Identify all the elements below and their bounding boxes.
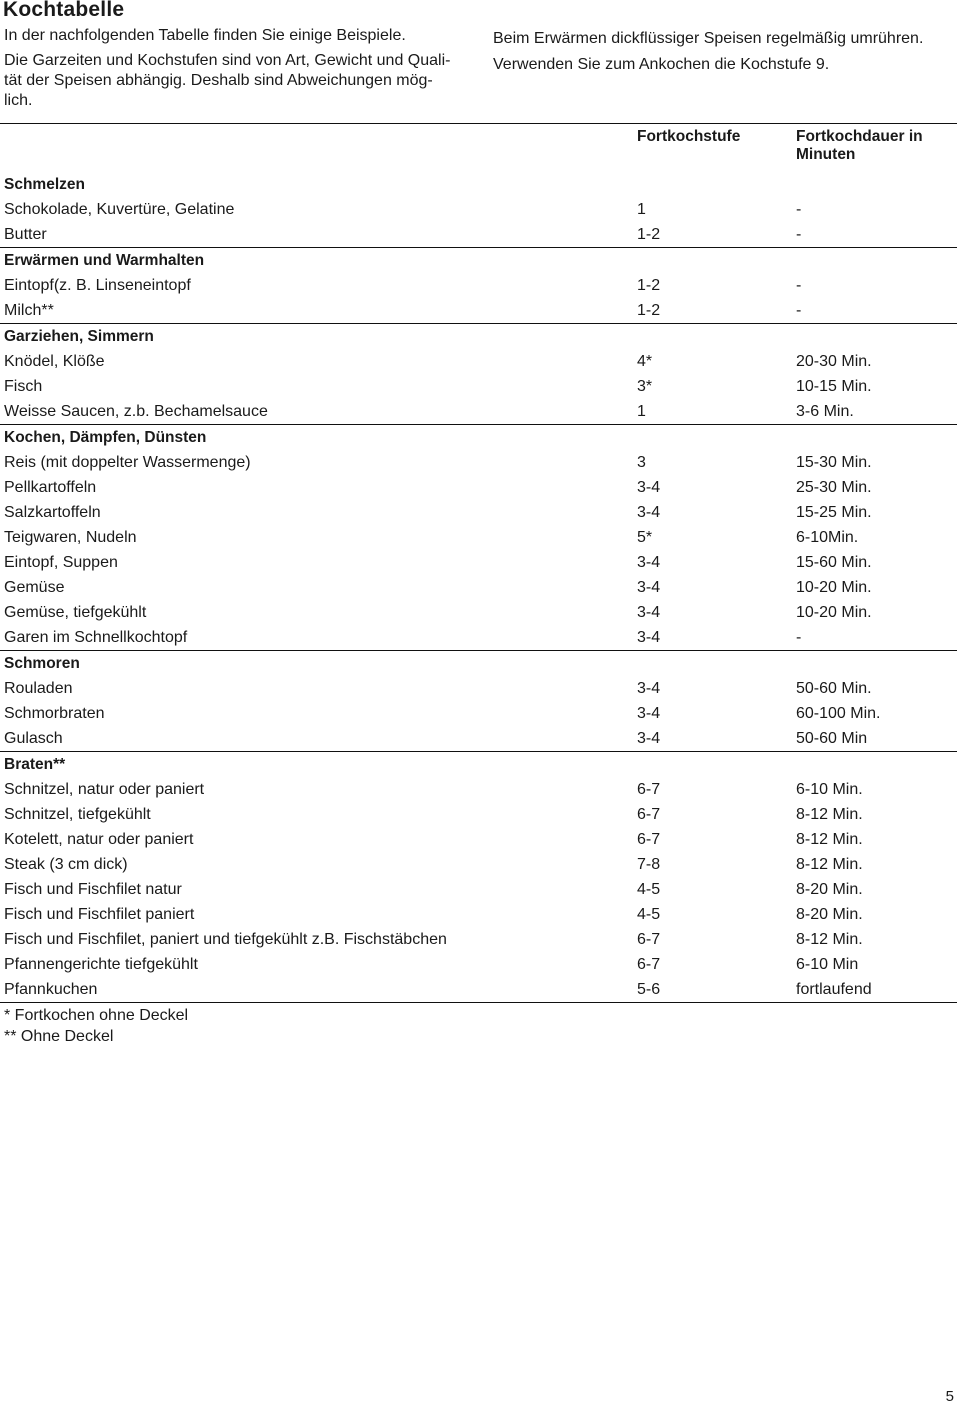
- table-row: [0, 777, 957, 802]
- group-header-row: [0, 751, 957, 777]
- food-cell: Garen im Schnellkochtopf: [4, 629, 188, 646]
- level-cell: 3-4: [637, 604, 661, 621]
- duration-cell: -: [796, 201, 802, 218]
- duration-cell: 20-30 Min.: [796, 353, 872, 370]
- duration-cell: -: [796, 226, 802, 243]
- level-cell: 6-7: [637, 931, 661, 948]
- food-cell: Fisch und Fischfilet natur: [4, 881, 182, 898]
- table-row: [0, 852, 957, 877]
- food-cell: Schnitzel, natur oder paniert: [4, 781, 205, 798]
- group-title: Erwärmen und Warmhalten: [4, 252, 205, 269]
- food-cell: Schnitzel, tiefgekühlt: [4, 806, 151, 823]
- level-cell: 3-4: [637, 554, 661, 571]
- group-header-row: [0, 247, 957, 273]
- duration-cell: 10-20 Min.: [796, 604, 872, 621]
- duration-cell: 8-12 Min.: [796, 831, 863, 848]
- food-cell: Schokolade, Kuvertüre, Gelatine: [4, 201, 235, 218]
- footnote: ** Ohne Deckel: [4, 1028, 114, 1045]
- level-cell: 3: [637, 454, 646, 471]
- table-row: [0, 349, 957, 374]
- table-row: [0, 475, 957, 500]
- food-cell: Milch**: [4, 302, 54, 319]
- header-duration: Fortkochdauer in Minuten: [796, 128, 923, 163]
- table-row: [0, 273, 957, 298]
- food-cell: Fisch und Fischfilet paniert: [4, 906, 195, 923]
- level-cell: 3*: [637, 378, 653, 395]
- level-cell: 1: [637, 201, 646, 218]
- food-cell: Pfannengerichte tiefgekühlt: [4, 956, 198, 973]
- level-cell: 3-4: [637, 579, 661, 596]
- food-cell: Gulasch: [4, 730, 63, 747]
- group-header-row: [0, 424, 957, 450]
- level-cell: 1-2: [637, 226, 661, 243]
- duration-cell: 8-12 Min.: [796, 931, 863, 948]
- intro-left-text: [4, 26, 464, 111]
- table-row: [0, 197, 957, 222]
- food-cell: Pellkartoffeln: [4, 479, 97, 496]
- duration-cell: 6-10 Min: [796, 956, 859, 973]
- table-row: [0, 374, 957, 399]
- level-cell: 6-7: [637, 956, 661, 973]
- group-header-row: [0, 650, 957, 676]
- intro-right-text: [493, 26, 953, 78]
- duration-cell: 3-6 Min.: [796, 403, 854, 420]
- group-header-row: [0, 172, 957, 197]
- page-title: Kochtabelle: [3, 0, 125, 21]
- table-row: [0, 927, 957, 952]
- level-cell: 1: [637, 403, 646, 420]
- food-cell: Kotelett, natur oder paniert: [4, 831, 194, 848]
- level-cell: 6-7: [637, 781, 661, 798]
- level-cell: 4-5: [637, 906, 661, 923]
- level-cell: 6-7: [637, 806, 661, 823]
- level-cell: 3-4: [637, 504, 661, 521]
- table-row: [0, 726, 957, 751]
- table-row: [0, 525, 957, 550]
- level-cell: 6-7: [637, 831, 661, 848]
- group-title: Braten**: [4, 756, 66, 773]
- duration-cell: -: [796, 302, 802, 319]
- intro-line: Beim Erwärmen dickflüssiger Speisen regelmäßig umrühren.: [493, 30, 924, 47]
- food-cell: Steak (3 cm dick): [4, 856, 128, 873]
- food-cell: Schmorbraten: [4, 705, 105, 722]
- page-number: 5: [945, 1388, 954, 1405]
- group-title: Schmelzen: [4, 176, 85, 193]
- table-row: [0, 575, 957, 600]
- duration-cell: 10-15 Min.: [796, 378, 872, 395]
- duration-cell: 8-20 Min.: [796, 906, 863, 923]
- intro-line: Verwenden Sie zum Ankochen die Kochstufe 9.: [493, 56, 830, 73]
- intro-line: In der nachfolgenden Tabelle finden Sie einige Beispiele.: [4, 27, 406, 44]
- food-cell: Fisch: [4, 378, 43, 395]
- duration-cell: 10-20 Min.: [796, 579, 872, 596]
- duration-cell: 60-100 Min.: [796, 705, 881, 722]
- duration-cell: 15-60 Min.: [796, 554, 872, 571]
- table-row: [0, 977, 957, 1002]
- table-row: [0, 676, 957, 701]
- table-row: [0, 952, 957, 977]
- level-cell: 1-2: [637, 277, 661, 294]
- duration-cell: 6-10 Min.: [796, 781, 863, 798]
- table-row: [0, 877, 957, 902]
- intro-line: lich.: [4, 92, 33, 109]
- table-row: [0, 500, 957, 525]
- duration-cell: 50-60 Min.: [796, 680, 872, 697]
- duration-cell: 25-30 Min.: [796, 479, 872, 496]
- level-cell: 3-4: [637, 479, 661, 496]
- level-cell: 3-4: [637, 680, 661, 697]
- food-cell: Pfannkuchen: [4, 981, 98, 998]
- level-cell: 3-4: [637, 730, 661, 747]
- table-row: [0, 802, 957, 827]
- food-cell: Rouladen: [4, 680, 73, 697]
- table-row: [0, 298, 957, 323]
- table-row: [0, 222, 957, 247]
- footnotes: [4, 1003, 188, 1047]
- intro-line: Die Garzeiten und Kochstufen sind von Art, Gewicht und Quali-: [4, 52, 451, 69]
- table-row: [0, 827, 957, 852]
- food-cell: Butter: [4, 226, 47, 243]
- header-level: Fortkochstufe: [637, 128, 741, 145]
- duration-cell: -: [796, 629, 802, 646]
- table-row: [0, 450, 957, 475]
- level-cell: 7-8: [637, 856, 661, 873]
- table-row: [0, 701, 957, 726]
- duration-cell: 50-60 Min: [796, 730, 868, 747]
- food-cell: Weisse Saucen, z.b. Bechamelsauce: [4, 403, 268, 420]
- duration-cell: fortlaufend: [796, 981, 872, 998]
- group-title: Schmoren: [4, 655, 80, 672]
- group-header-row: [0, 323, 957, 349]
- food-cell: Gemüse: [4, 579, 65, 596]
- table-header: [0, 124, 957, 172]
- food-cell: Salzkartoffeln: [4, 504, 101, 521]
- food-cell: Gemüse, tiefgekühlt: [4, 604, 147, 621]
- food-cell: Knödel, Klöße: [4, 353, 105, 370]
- table-row: [0, 399, 957, 424]
- table-row: [0, 625, 957, 650]
- level-cell: 3-4: [637, 705, 661, 722]
- food-cell: Fisch und Fischfilet, paniert und tiefgekühlt z.B. Fischstäbchen: [4, 931, 447, 948]
- food-cell: Teigwaren, Nudeln: [4, 529, 137, 546]
- table-row: [0, 550, 957, 575]
- table-body: [0, 172, 957, 1002]
- cooking-table: [0, 123, 957, 1045]
- food-cell: Reis (mit doppelter Wassermenge): [4, 454, 251, 471]
- footnote: * Fortkochen ohne Deckel: [4, 1007, 189, 1024]
- table-row: [0, 902, 957, 927]
- level-cell: 3-4: [637, 629, 661, 646]
- duration-cell: 8-20 Min.: [796, 881, 863, 898]
- intro-line: tät der Speisen abhängig. Deshalb sind Abweichungen mög-: [4, 72, 433, 89]
- duration-cell: -: [796, 277, 802, 294]
- duration-cell: 15-30 Min.: [796, 454, 872, 471]
- level-cell: 4-5: [637, 881, 661, 898]
- group-title: Garziehen, Simmern: [4, 328, 154, 345]
- food-cell: Eintopf(z. B. Linseneintopf: [4, 277, 191, 294]
- duration-cell: 15-25 Min.: [796, 504, 872, 521]
- level-cell: 5-6: [637, 981, 661, 998]
- duration-cell: 6-10Min.: [796, 529, 859, 546]
- food-cell: Eintopf, Suppen: [4, 554, 118, 571]
- table-row: [0, 600, 957, 625]
- duration-cell: 8-12 Min.: [796, 806, 863, 823]
- level-cell: 1-2: [637, 302, 661, 319]
- group-title: Kochen, Dämpfen, Dünsten: [4, 429, 207, 446]
- level-cell: 5*: [637, 529, 653, 546]
- duration-cell: 8-12 Min.: [796, 856, 863, 873]
- level-cell: 4*: [637, 353, 653, 370]
